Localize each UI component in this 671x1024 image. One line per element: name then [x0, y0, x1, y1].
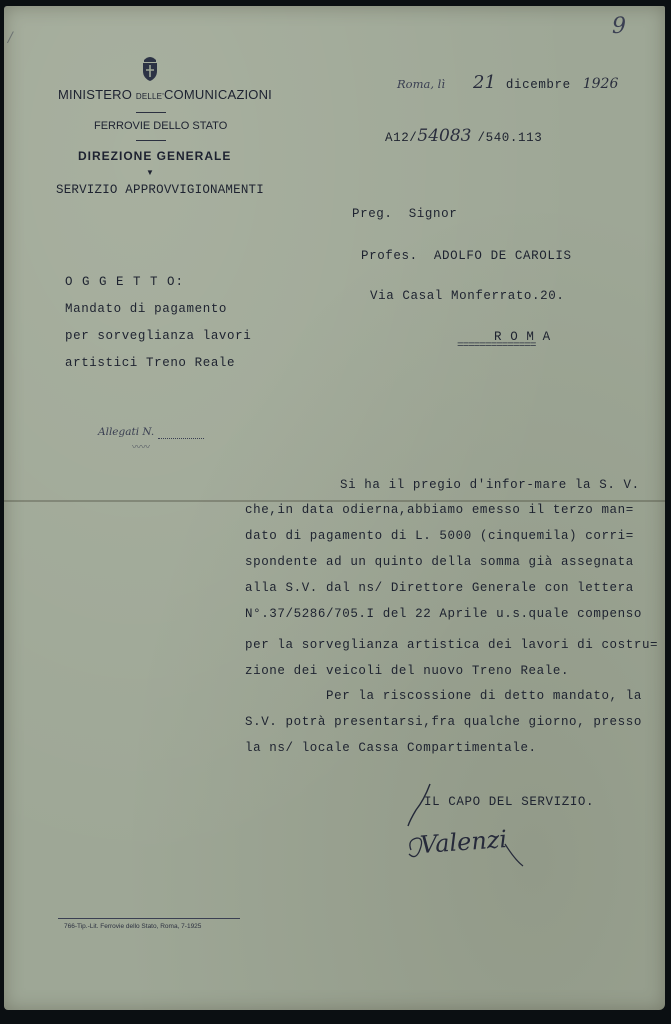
protocol-number — [385, 126, 542, 146]
subject-line: per sorveglianza lavori — [65, 329, 252, 343]
ministry-word: MINISTERO — [58, 87, 133, 102]
coat-of-arms-icon — [138, 54, 162, 82]
recipient-address: Via Casal Monferrato.20. — [370, 289, 565, 303]
body-line: Per la riscossione di detto mandato, la — [326, 689, 642, 703]
date-year: 1926 — [582, 76, 619, 92]
page-number: 9 — [612, 14, 626, 39]
body-line: S.V. potrà presentarsi,fra qualche giorno, presso — [245, 715, 642, 729]
body-line: N°.37/5286/705.I del 22 Aprile u.s.quale compenso — [245, 607, 642, 621]
body-line: dato di pagamento di L. 5000 (cinquemila) corri= — [245, 529, 634, 543]
body-line: per la sorveglianza artistica dei lavori di costru= — [245, 638, 659, 652]
subject-line: artistici Treno Reale — [65, 356, 236, 370]
body-line: la ns/ locale Cassa Compartimentale. — [245, 741, 537, 755]
attachments-label: Allegati N. — [98, 426, 155, 438]
recipient-city: R O M A — [494, 330, 551, 344]
letterhead-rule-1 — [136, 112, 166, 113]
protocol-suffix: /540.113 — [477, 131, 543, 145]
date-day: 21 — [473, 72, 496, 93]
margin-mark: / — [8, 30, 13, 46]
recipient-city-underline: ============== — [457, 340, 536, 352]
printer-note: 766-Tip.-Lit. Ferrovie dello Stato, Roma, 7-1925 — [64, 923, 202, 930]
closing-title: IL CAPO DEL SERVIZIO. — [424, 795, 595, 809]
footer-rule — [58, 918, 240, 919]
paper-fold-crease — [4, 500, 665, 502]
protocol-handwritten: 54083 — [417, 126, 472, 146]
handwritten-flourish — [404, 780, 434, 830]
body-line: che,in data odierna,abbiamo emesso il terzo man= — [245, 503, 634, 517]
attachments-wave: 〰〰 — [132, 442, 151, 452]
service-title: SERVIZIO APPROVVIGIONAMENTI — [56, 183, 264, 197]
ministry-word-2: COMUNICAZIONI — [163, 87, 272, 102]
date-line — [397, 72, 618, 93]
body-line: zione dei veicoli del nuovo Treno Reale. — [245, 664, 570, 678]
subject-heading: O G G E T T O: — [65, 275, 185, 289]
ministry-small-word: DELLE — [135, 92, 163, 101]
body-line: Si ha il pregio d'infor-mare la S. V. — [340, 478, 640, 492]
direction-marker: ▼ — [146, 168, 154, 177]
attachments-dotted-line — [158, 438, 204, 440]
signature-stroke — [405, 830, 545, 870]
date-place: Roma, lì — [397, 77, 446, 91]
direction-title: DIREZIONE GENERALE — [78, 149, 232, 163]
body-line: alla S.V. dal ns/ Direttore Generale con lettera — [245, 581, 634, 595]
ministry-title: MINISTERO DELLE'COMUNICAZIONI — [58, 87, 272, 102]
recipient-name: Profes. ADOLFO DE CAROLIS — [361, 249, 572, 263]
body-line: spondente ad un quinto della somma già assegnata — [245, 555, 634, 569]
date-month: dicembre — [505, 78, 571, 92]
recipient-salutation: Preg. Signor — [352, 207, 458, 221]
signature: Valenzi — [419, 824, 508, 860]
letterhead-rule-2 — [136, 140, 166, 141]
protocol-prefix: A12/ — [385, 131, 418, 145]
subject-line: Mandato di pagamento — [65, 302, 228, 316]
railways-title: FERROVIE DELLO STATO — [94, 120, 228, 132]
